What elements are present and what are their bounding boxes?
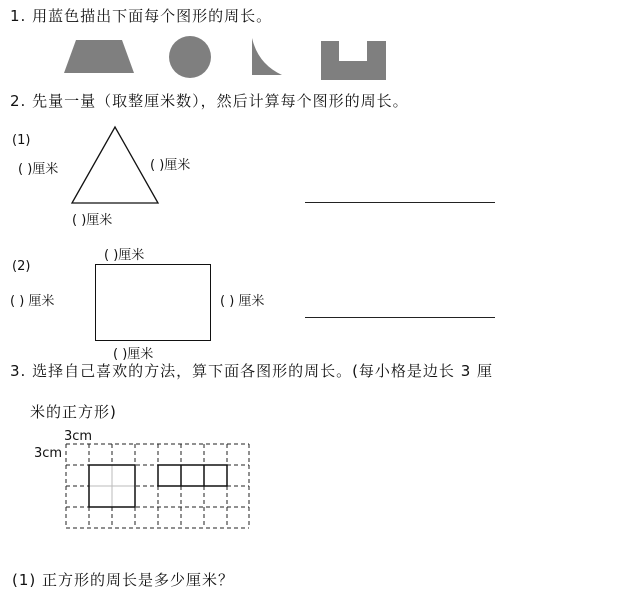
rectangle-left-side-blank[interactable]: ( ) 厘米 (10, 294, 55, 309)
part-1-label: (1) (12, 133, 31, 148)
shape-notched-rectangle (321, 41, 387, 81)
answer-line-2[interactable] (305, 317, 495, 318)
shape-trapezoid (64, 40, 134, 74)
question-2-text: 2. 先量一量（取整厘米数），然后计算每个图形的周长。 (10, 92, 409, 110)
part-2-label: (2) (12, 259, 31, 274)
question-3-text-line-1: 3. 选择自己喜欢的方法，算下面各图形的周长。(每小格是边长 3 厘 (10, 362, 494, 380)
shape-curved-triangle (250, 36, 284, 76)
triangle-left-side-blank[interactable]: ( )厘米 (18, 162, 59, 177)
rectangle-bottom-side-blank[interactable]: ( )厘米 (113, 347, 154, 362)
triangle-bottom-side-blank[interactable]: ( )厘米 (72, 213, 113, 228)
square-inner-gridlines (89, 465, 135, 507)
dashed-grid (66, 444, 250, 530)
triangle-right-side-blank[interactable]: ( )厘米 (150, 158, 191, 173)
rectangle-top-side-blank[interactable]: ( )厘米 (104, 248, 145, 263)
grid-rectangle-figure (158, 465, 227, 486)
rectangle-right-side-blank[interactable]: ( ) 厘米 (220, 294, 265, 309)
question-3-sub-1: (1) 正方形的周长是多少厘米？ (12, 571, 235, 589)
question-1-text: 1. 用蓝色描出下面每个图形的周长。 (10, 7, 273, 25)
grid-left-unit-label: 3cm (34, 446, 63, 461)
shape-circle (168, 35, 212, 79)
triangle-figure (70, 125, 160, 205)
rectangle-figure (95, 264, 211, 341)
grid-top-unit-label: 3cm (64, 429, 93, 444)
question-3-text-line-2: 米的正方形) (30, 403, 117, 421)
answer-line-1[interactable] (305, 202, 495, 203)
